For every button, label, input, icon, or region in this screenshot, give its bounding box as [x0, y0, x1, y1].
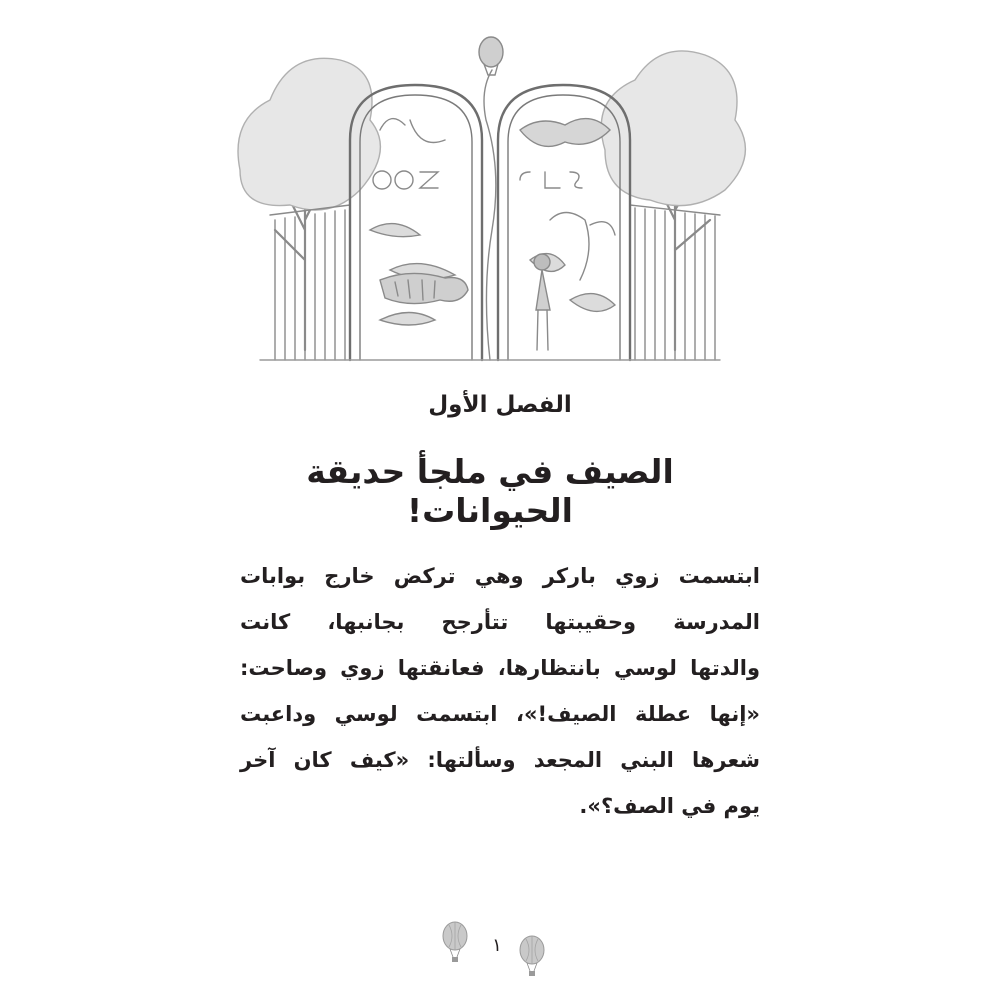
page-footer: [420, 915, 580, 975]
chapter-label: الفصل الأول: [428, 392, 572, 418]
paragraph-line: يوم في الصف؟».: [579, 794, 760, 818]
paragraph-line: والدتها لوسي بانتظارها، فعانقتها زوي وصاحت:: [240, 656, 760, 680]
paragraph-line: شعرها البني المجعد وسألتها: «كيف كان آخر: [240, 748, 760, 772]
page-number: ١: [492, 935, 502, 956]
zoo-gate-illustration: [220, 30, 760, 370]
balloon-icon: [440, 921, 470, 967]
balloon-icon: [517, 935, 547, 981]
paragraph-line: «إنها عطلة الصيف!»، ابتسمت لوسي وداعبت: [240, 702, 760, 726]
body-paragraph: [240, 553, 760, 829]
chapter-title: الصيف في ملجأ حديقة الحيوانات!: [306, 452, 674, 530]
paragraph-line: ابتسمت زوي باركر وهي تركض خارج بوابات: [240, 564, 760, 588]
zoo-gate-drawing: [220, 30, 760, 370]
paragraph-line: المدرسة وحقيبتها تتأرجح بجانبها، كانت: [240, 610, 760, 634]
